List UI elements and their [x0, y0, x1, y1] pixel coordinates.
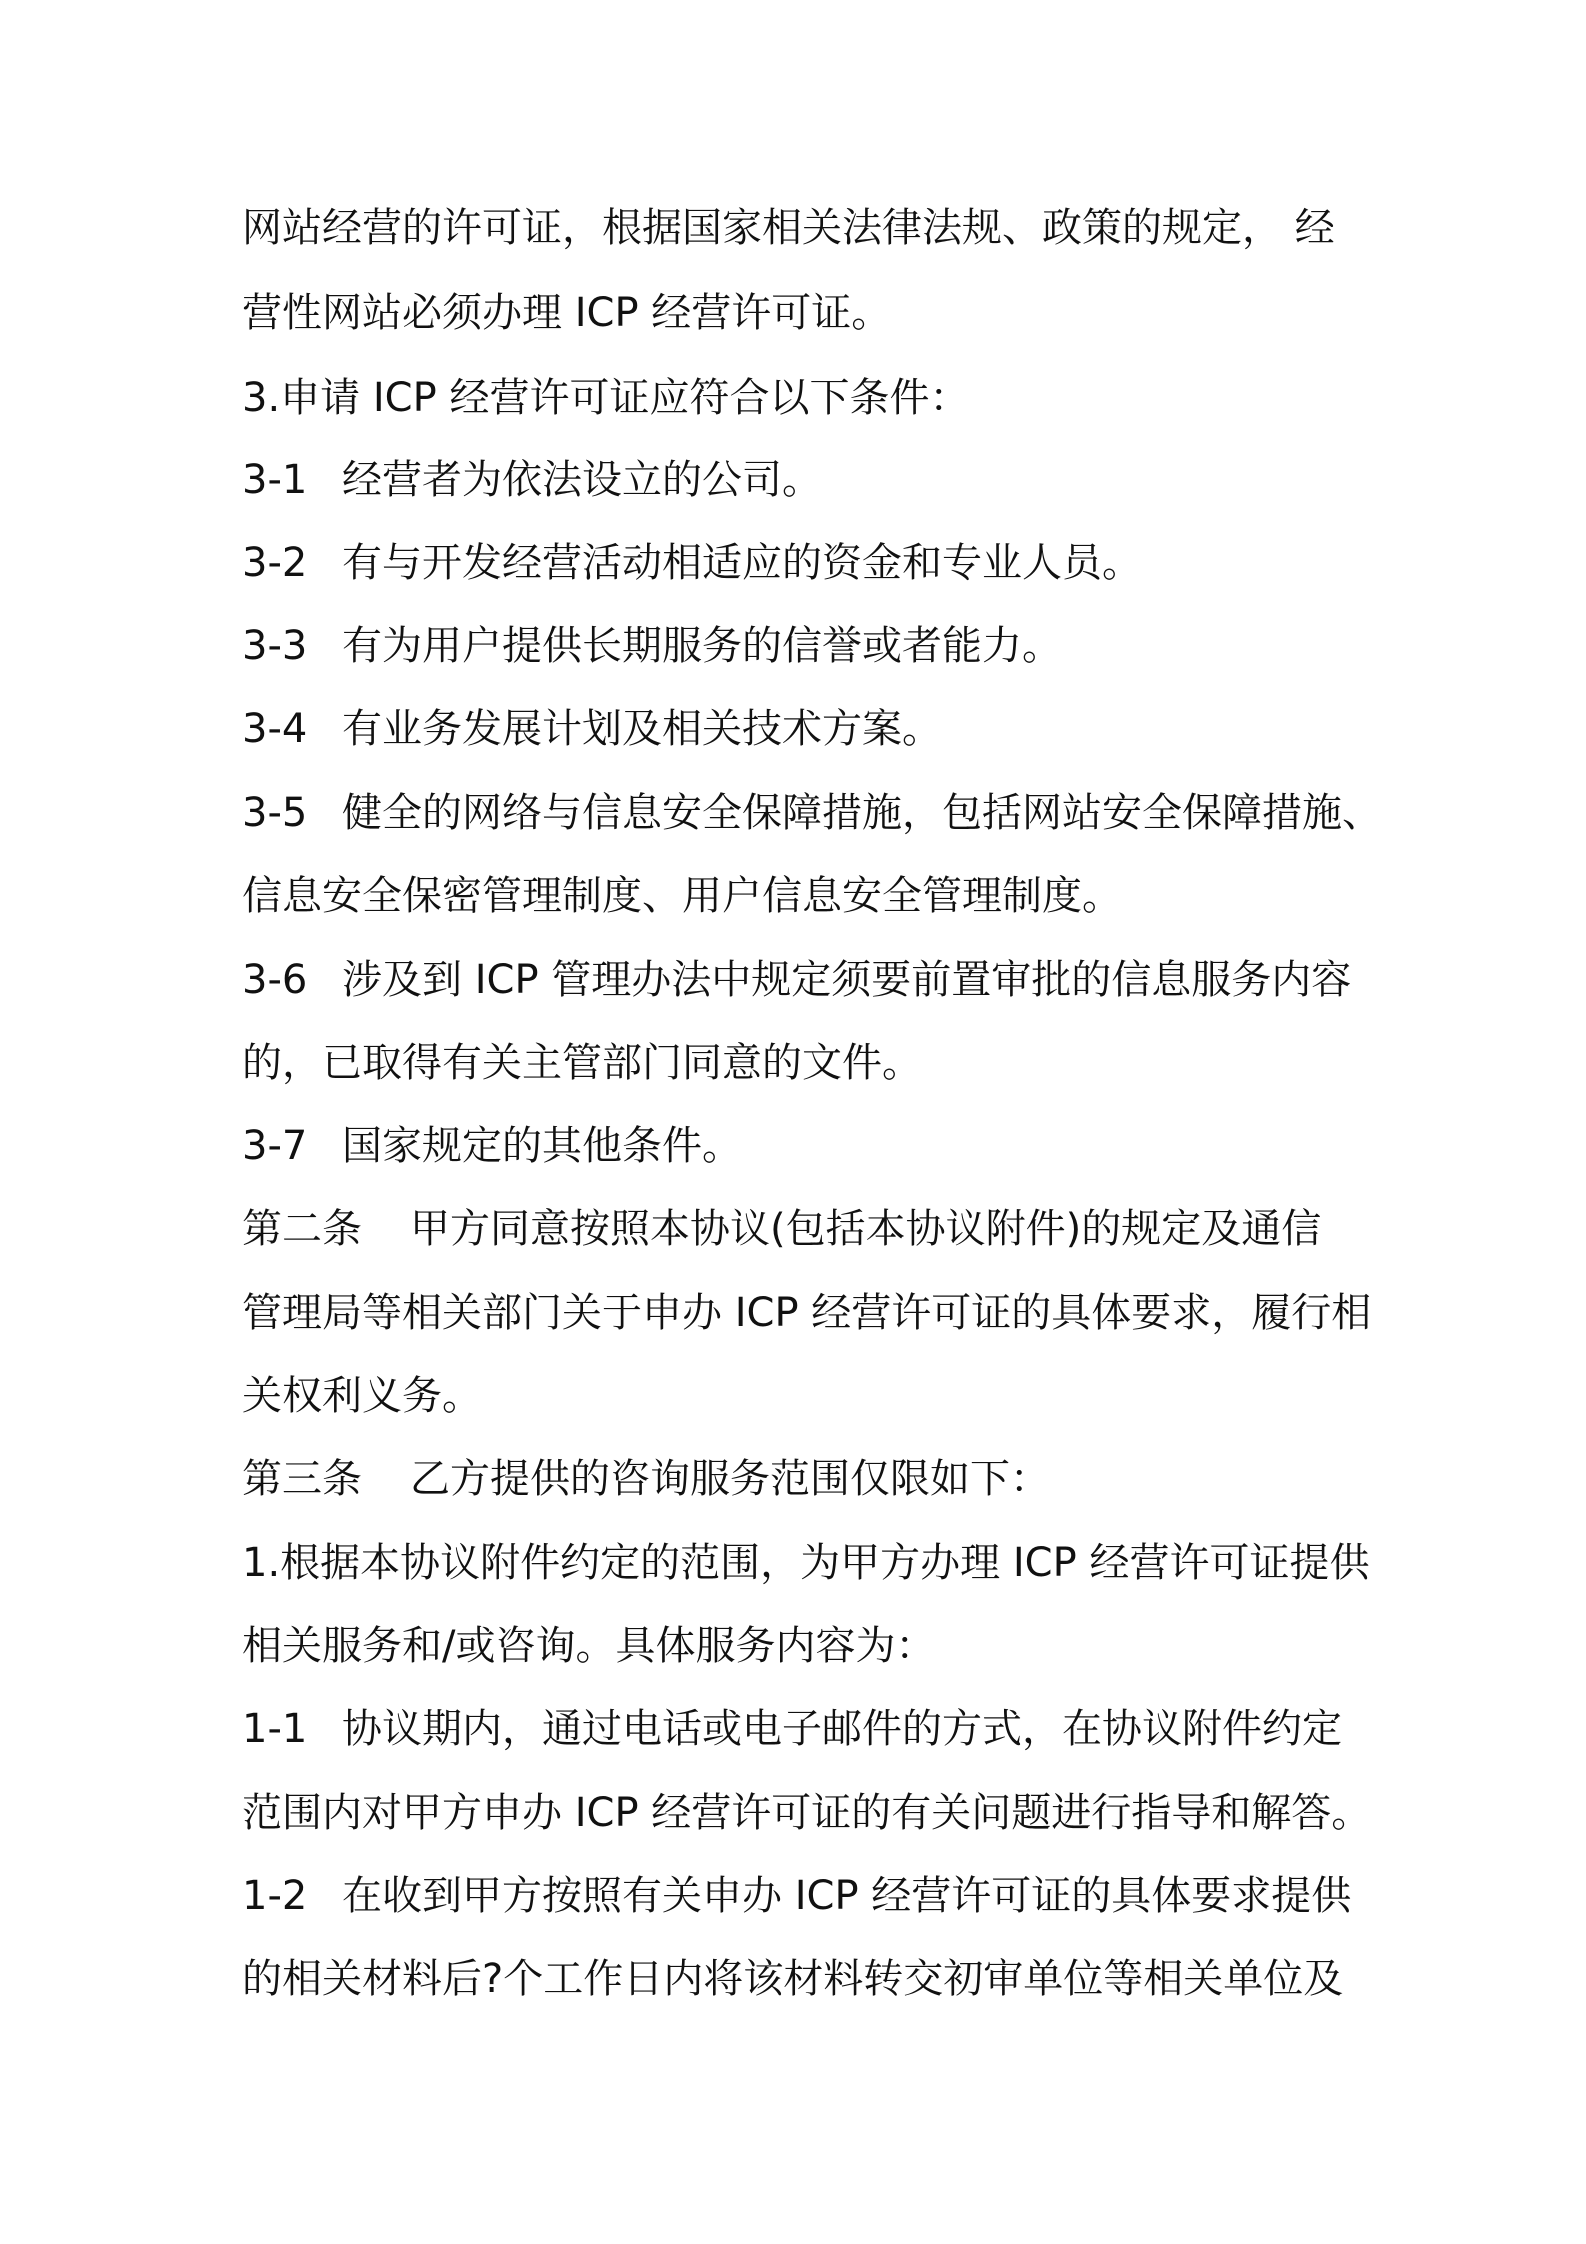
- list-item: [242, 1868, 1362, 1924]
- line-text: 涉及到 ICP 管理办法中规定须要前置审批的信息服务内容: [342, 957, 1352, 1003]
- article-line: [242, 1451, 1362, 1507]
- line-text: 信息安全保密管理制度、用户信息安全管理制度。: [242, 873, 1122, 919]
- article-number: 第三条: [242, 1456, 362, 1502]
- list-item: [242, 1118, 1362, 1174]
- line-text: 在收到甲方按照有关申办 ICP 经营许可证的具体要求提供: [342, 1873, 1352, 1919]
- line-text: 国家规定的其他条件。: [342, 1123, 742, 1169]
- list-heading: [242, 370, 1362, 426]
- line-text: 的，已取得有关主管部门同意的文件。: [242, 1040, 922, 1086]
- line-text: 乙方提供的咨询服务范围仅限如下：: [410, 1456, 1050, 1502]
- text-line: [242, 1951, 1362, 2007]
- line-text: 协议期内，通过电话或电子邮件的方式，在协议附件约定: [342, 1706, 1342, 1752]
- text-line: [242, 1035, 1362, 1091]
- line-text: 1.根据本协议附件约定的范围，为甲方办理 ICP 经营许可证提供: [242, 1540, 1370, 1586]
- line-text: 网站经营的许可证，根据国家相关法律法规、政策的规定， 经: [242, 205, 1335, 251]
- line-text: 甲方同意按照本协议(包括本协议附件)的规定及通信: [410, 1206, 1322, 1252]
- item-number: 3-3: [242, 623, 308, 669]
- list-item: [242, 618, 1362, 674]
- text-line: [242, 200, 1362, 256]
- list-item: [242, 535, 1362, 591]
- item-number: 3-7: [242, 1123, 308, 1169]
- line-text: 营性网站必须办理 ICP 经营许可证。: [242, 290, 892, 336]
- line-text: 经营者为依法设立的公司。: [342, 457, 822, 503]
- text-line: [242, 285, 1362, 341]
- item-number: 3-5: [242, 790, 308, 836]
- line-text: 有与开发经营活动相适应的资金和专业人员。: [342, 540, 1142, 586]
- text-line: [242, 1618, 1362, 1674]
- item-number: 3-1: [242, 457, 308, 503]
- item-number: 3-6: [242, 957, 308, 1003]
- line-text: 范围内对甲方申办 ICP 经营许可证的有关问题进行指导和解答。: [242, 1790, 1372, 1836]
- line-text: 有为用户提供长期服务的信誉或者能力。: [342, 623, 1062, 669]
- text-line: [242, 1785, 1372, 1841]
- list-item: [242, 785, 1382, 841]
- line-text: 健全的网络与信息安全保障措施，包括网站安全保障措施、: [342, 790, 1382, 836]
- list-item: [242, 1701, 1362, 1757]
- list-item: [242, 952, 1362, 1008]
- text-line: [242, 868, 1362, 924]
- line-text: 管理局等相关部门关于申办 ICP 经营许可证的具体要求，履行相: [242, 1290, 1372, 1336]
- text-line: [242, 1535, 1370, 1591]
- article-number: 第二条: [242, 1206, 362, 1252]
- list-item: [242, 701, 1362, 757]
- text-line: [242, 1285, 1372, 1341]
- line-text: 3.申请 ICP 经营许可证应符合以下条件：: [242, 375, 970, 421]
- item-number: 3-2: [242, 540, 308, 586]
- list-item: [242, 452, 1362, 508]
- item-number: 1-2: [242, 1873, 308, 1919]
- line-text: 相关服务和/或咨询。具体服务内容为：: [242, 1623, 936, 1669]
- line-text: 有业务发展计划及相关技术方案。: [342, 706, 942, 752]
- article-line: [242, 1201, 1362, 1257]
- text-line: [242, 1368, 1362, 1424]
- line-text: 关权利义务。: [242, 1373, 482, 1419]
- item-number: 3-4: [242, 706, 308, 752]
- item-number: 1-1: [242, 1706, 308, 1752]
- line-text: 的相关材料后?个工作日内将该材料转交初审单位等相关单位及: [242, 1956, 1344, 2002]
